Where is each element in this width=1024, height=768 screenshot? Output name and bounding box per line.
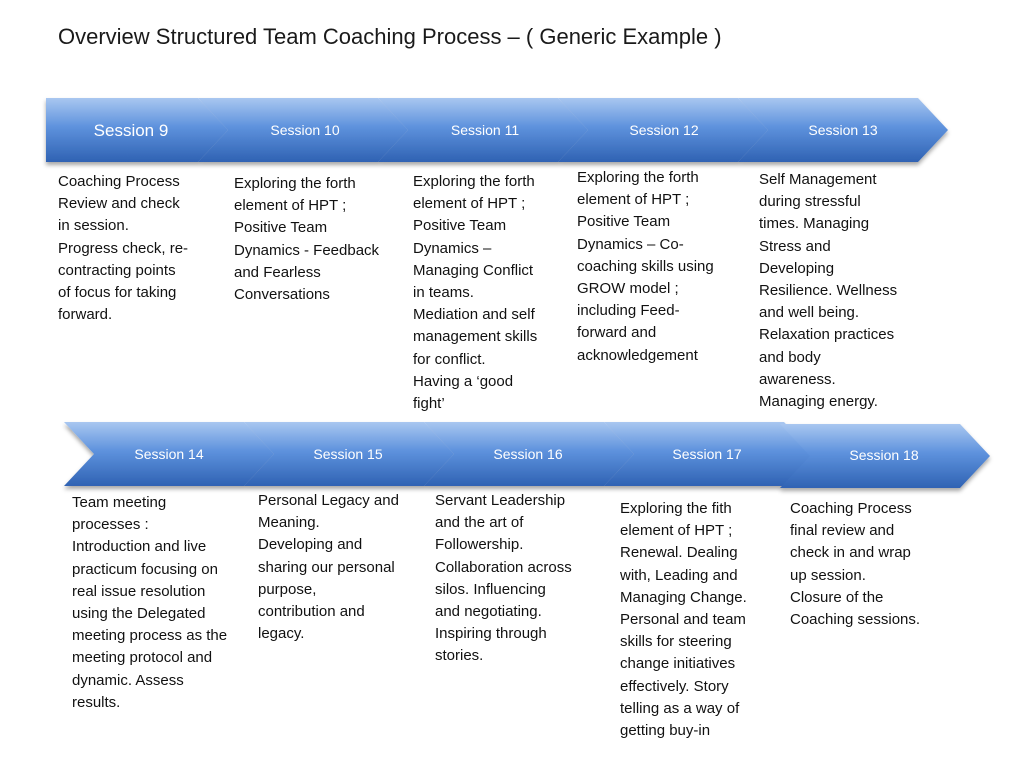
chevron-label-session-17: Session 17 xyxy=(672,446,742,462)
chevron-label-session-16: Session 16 xyxy=(493,446,563,462)
chevron-label-session-13: Session 13 xyxy=(808,122,878,138)
session-11-description: Exploring the forth element of HPT ; Positive Team Dynamics – Managing Conflict in teams. Mediation and self management skills for conflict. Having a ‘good fight’ xyxy=(413,173,538,413)
chevron-label-session-12: Session 12 xyxy=(629,122,699,138)
session-9-description: Coaching Process Review and check in session. Progress check, re- contracting points of focus for taking forward. xyxy=(58,173,189,324)
session-16-description: Servant Leadership and the art of Followership. Collaboration across silos. Influencing and negotiating. Inspiring through stories. xyxy=(435,492,572,665)
session-13-description: Self Management during stressful times. Managing Stress and Developing Resilience. Wellness and well being. Relaxation practices and body awareness. Managing energy. xyxy=(759,171,898,411)
session-10-description: Exploring the forth element of HPT ; Positive Team Dynamics - Feedback and Fearless Conversations xyxy=(234,175,380,304)
chevron-label-session-15: Session 15 xyxy=(313,446,383,462)
session-12-description: Exploring the forth element of HPT ; Positive Team Dynamics – Co- coaching skills using GROW model ; including Feed- forward and acknowledgement xyxy=(577,169,714,364)
session-15-description: Personal Legacy and Meaning. Developing and sharing our personal purpose, contribution and legacy. xyxy=(258,492,399,643)
session-chevron-row-2 xyxy=(0,416,1024,492)
session-18-description: Coaching Process final review and check in and wrap up session. Closure of the Coaching sessions. xyxy=(790,500,921,629)
session-14-description: Team meeting processes : Introduction and live practicum focusing on real issue resolution using the Delegated meeting process as the meeting protocol and dynamic. Assess results. xyxy=(72,494,228,711)
chevron-label-session-18: Session 18 xyxy=(849,447,919,463)
slide-title: Overview Structured Team Coaching Process – ( Generic Example ) xyxy=(58,24,722,49)
session-chevron-row-1 xyxy=(0,92,1024,168)
chevron-label-session-14: Session 14 xyxy=(134,446,204,462)
session-17-description: Exploring the fith element of HPT ; Renewal. Dealing with, Leading and Managing Change. Personal and team skills for steering change initiatives effectively. Story telling as a way of getting buy-in xyxy=(620,500,747,740)
chevron-label-session-11: Session 11 xyxy=(450,122,520,138)
chevron-label-session-9: Session 9 xyxy=(93,121,169,140)
chevron-label-session-10: Session 10 xyxy=(270,122,340,138)
